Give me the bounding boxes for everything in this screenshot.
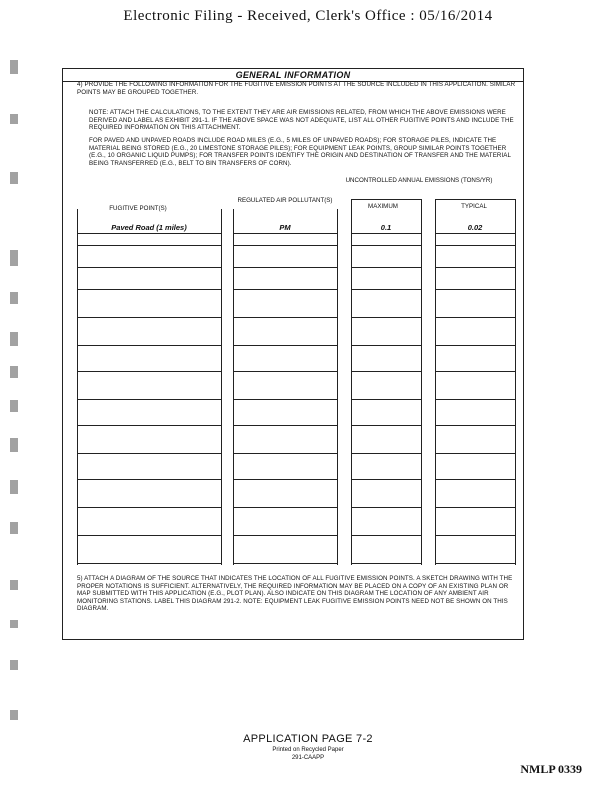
form-code: 291-CAAPP	[291, 755, 325, 761]
blank-row-line	[233, 317, 337, 318]
filing-stamp: Electronic Filing - Received, Clerk's Office : 05/16/2014	[123, 8, 493, 24]
form-title: GENERAL INFORMATION	[63, 69, 523, 82]
blank-row-line	[435, 345, 515, 346]
general-information-form	[62, 68, 524, 640]
blank-row-line	[77, 507, 221, 508]
pollutant-header: REGULATED AIR POLLUTANT(S)	[237, 197, 333, 204]
blank-row-line	[77, 289, 221, 290]
blank-row-line	[77, 479, 221, 480]
blank-row-line	[233, 563, 337, 564]
blank-row-line	[233, 399, 337, 400]
blank-row-line	[77, 535, 221, 536]
bates-number: NMLP 0339	[520, 762, 582, 776]
blank-row-line	[435, 563, 515, 564]
blank-row-line	[77, 563, 221, 564]
blank-row-line	[351, 267, 421, 268]
maximum-header: MAXIMUM	[368, 203, 398, 210]
blank-row-line	[233, 345, 337, 346]
blank-row-line	[233, 507, 337, 508]
blank-row-line	[435, 371, 515, 372]
scan-margin-marks	[4, 60, 26, 740]
blank-row-line	[233, 479, 337, 480]
blank-row-line	[77, 345, 221, 346]
blank-row-line	[435, 425, 515, 426]
blank-row-line	[435, 289, 515, 290]
blank-row-line	[233, 267, 337, 268]
blank-row-line	[233, 453, 337, 454]
blank-row-line	[435, 399, 515, 400]
blank-row-line	[233, 289, 337, 290]
blank-row-line	[77, 399, 221, 400]
printed-on-recycled-paper: Printed on Recycled Paper	[272, 747, 344, 753]
calculation-note: NOTE: ATTACH THE CALCULATIONS, TO THE EXTENT THEY ARE AIR EMISSIONS RELATED, FROM WHICH THE ABOVE EMISSIONS WERE DERIVED AND LABEL AS EXHIBIT 291-1. IF THE ABOVE SPACE WAS NOT ADEQUATE, LIST ALL OTHER FUGITIVE POINTS AND INCLUDE THE REQUIRED INFORMATION ON THIS ATTACHMENT.	[89, 109, 514, 132]
row-1-maximum: 0.1	[351, 223, 421, 234]
blank-row-line	[351, 507, 421, 508]
blank-row-line	[435, 535, 515, 536]
item-5-instructions: 5) ATTACH A DIAGRAM OF THE SOURCE THAT INDICATES THE LOCATION OF ALL FUGITIVE EMISSION POINTS. A SKETCH DRAWING WITH THE PROPER NOTATIONS IS SUFFICIENT. ALTERNATIVELY, THE REQUIRED INFORMATION MAY BE PLACED ON A COPY OF AN EXISTING PLAN OR MAP SUBMITTED WITH THIS APPLICATION (E.G., PLOT PLAN). ALSO INDICATE ON THIS DIAGRAM THE LOCATION OF ANY AMBIENT AIR MONITORING STATIONS. LABEL THIS DIAGRAM 291-2. NOTE: EQUIPMENT LEAK FUGITIVE EMISSION POINTS NEED NOT BE SHOWN ON THIS DIAGRAM.	[77, 575, 513, 613]
blank-row-line	[435, 317, 515, 318]
blank-row-line	[351, 289, 421, 290]
application-page-label: APPLICATION PAGE 7-2	[243, 733, 373, 745]
blank-row-line	[233, 371, 337, 372]
blank-row-line	[351, 453, 421, 454]
blank-row-line	[233, 425, 337, 426]
blank-row-line	[351, 317, 421, 318]
fugitive-point-header: FUGITIVE POINT(S)	[109, 205, 167, 212]
blank-row-line	[351, 425, 421, 426]
blank-row-line	[77, 267, 221, 268]
row-1-fugitive-point: Paved Road (1 miles)	[77, 223, 221, 234]
blank-row-line	[351, 479, 421, 480]
blank-row-line	[77, 453, 221, 454]
blank-row-line	[77, 371, 221, 372]
blank-row-line	[351, 535, 421, 536]
item-4-instructions: 4) PROVIDE THE FOLLOWING INFORMATION FOR THE FUGITIVE EMISSION POINTS AT THE SOURCE INCLUDED IN THIS APPLICATION. SIMILAR POINTS MAY BE GROUPED TOGETHER.	[77, 81, 516, 96]
blank-row-line	[435, 479, 515, 480]
blank-row-line	[351, 399, 421, 400]
blank-row-line	[435, 507, 515, 508]
blank-row-line	[351, 371, 421, 372]
typical-header: TYPICAL	[461, 203, 487, 210]
blank-row-line	[435, 453, 515, 454]
blank-row-line	[351, 563, 421, 564]
blank-row-line	[77, 317, 221, 318]
blank-row-line	[435, 267, 515, 268]
row-1-pollutant: PM	[233, 223, 337, 234]
blank-row-line	[233, 245, 337, 246]
blank-row-line	[77, 245, 221, 246]
blank-row-line	[435, 245, 515, 246]
uncontrolled-emissions-header: UNCONTROLLED ANNUAL EMISSIONS (TONS/YR)	[345, 177, 493, 184]
blank-row-line	[351, 245, 421, 246]
blank-row-line	[233, 535, 337, 536]
blank-row-line	[77, 425, 221, 426]
row-1-typical: 0.02	[435, 223, 515, 234]
fugitive-instructions: FOR PAVED AND UNPAVED ROADS INCLUDE ROAD MILES (E.G., 5 MILES OF UNPAVED ROADS); FOR STORAGE PILES, INDICATE THE MATERIAL BEING STORED (E.G., 20 LIMESTONE STORAGE PILES); FOR EQUIPMENT LEAK POINTS, GROUP SIMILAR POINTS TOGETHER (E.G., 10 ORGANIC LIQUID PUMPS); FOR TRANSFER POINTS IDENTIFY THE ORIGIN AND DESTINATION OF TRANSFER AND THE MATERIAL BEING TRANSFERRED (E.G., BELT TO BIN TRANSFERS OF CORN).	[89, 137, 511, 167]
blank-row-line	[351, 345, 421, 346]
